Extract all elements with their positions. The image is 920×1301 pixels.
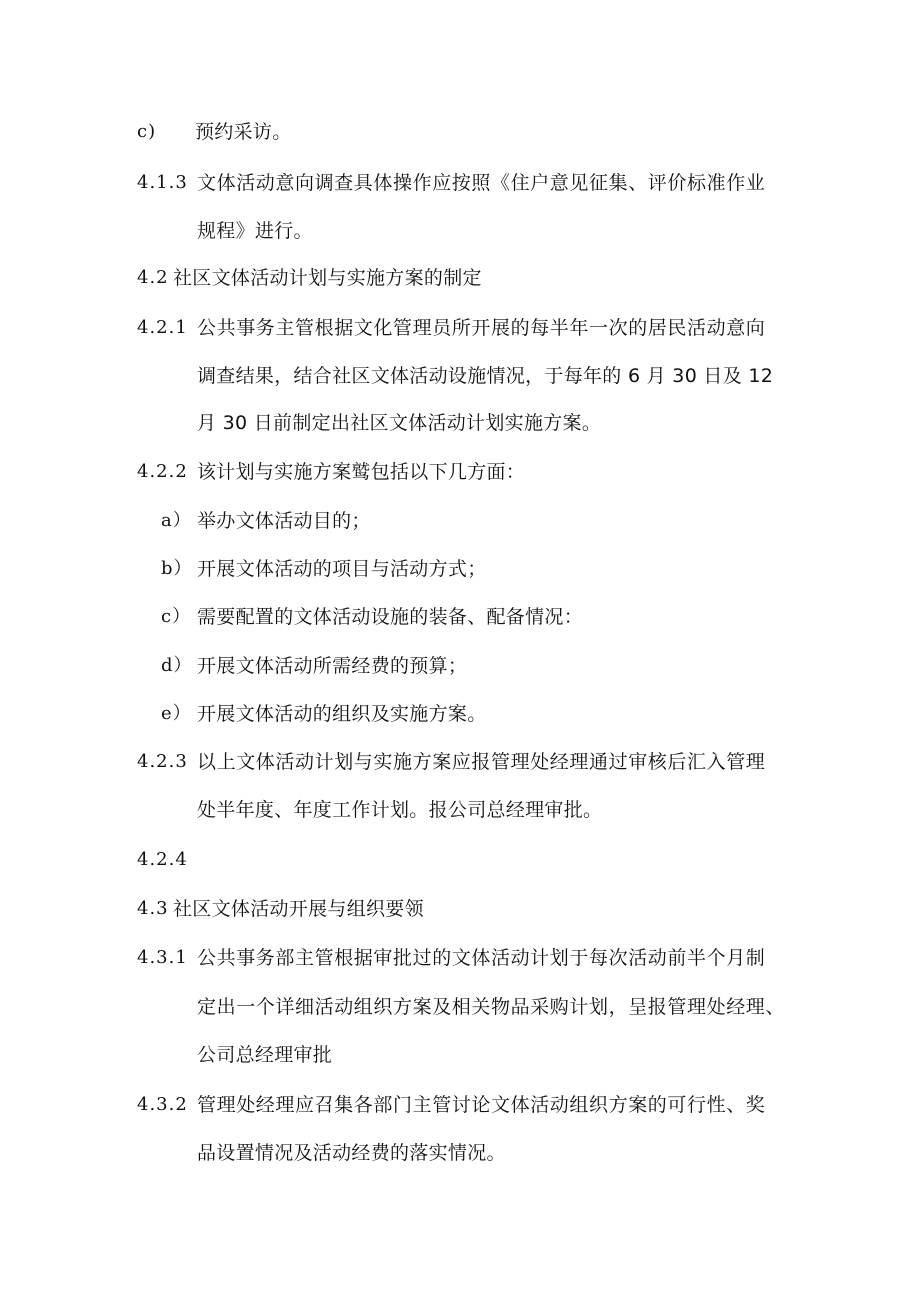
paragraph-line: 公共事务主管根据文化管理员所开展的每半年一次的居民活动意向 xyxy=(197,317,766,339)
item-text: 开展文体活动所需经费的预算； xyxy=(197,655,468,677)
paragraph-line: 调查结果，结合社区文体活动设施情况，于每年的 6 月 30 日及 12 xyxy=(197,365,774,387)
paragraph-line: 管理处经理应召集各部门主管讨论文体活动组织方案的可行性、奖 xyxy=(197,1094,766,1116)
paragraph-line: 品设置情况及活动经费的落实情况。 xyxy=(197,1142,506,1164)
section-number: 4.2 xyxy=(137,267,169,288)
item-number: a） xyxy=(161,510,192,531)
item-text: 开展文体活动的项目与活动方式； xyxy=(197,558,487,580)
paragraph-line: 该计划与实施方案鹫包括以下几方面： xyxy=(197,461,526,483)
paragraph-line: 以上文体活动计划与实施方案应报管理处经理通过审核后汇入管理 xyxy=(197,751,766,773)
section-number: 4.3.1 xyxy=(137,947,188,968)
item-number: e） xyxy=(161,703,192,724)
paragraph-line: 定出一个详细活动组织方案及相关物品采购计划，呈报管理处经理、 xyxy=(197,996,786,1018)
section-number: 4.1.3 xyxy=(137,172,188,193)
item-number: c） xyxy=(161,606,192,627)
section-number: 4.3.2 xyxy=(137,1094,188,1115)
section-number: 4.3 xyxy=(137,898,169,919)
item-text: 需要配置的文体活动设施的装备、配备情况： xyxy=(197,606,584,628)
item-text: 预约采访。 xyxy=(195,121,292,143)
item-text: 举办文体活动目的； xyxy=(197,510,371,532)
paragraph-line: 文体活动意向调查具体操作应按照《住户意见征集、评价标准作业 xyxy=(197,172,766,194)
item-number: b） xyxy=(161,558,193,579)
paragraph-line: 月 30 日前制定出社区文体活动计划实施方案。 xyxy=(197,412,602,434)
section-title: 社区文体活动开展与组织要领 xyxy=(173,898,424,920)
item-text: 开展文体活动的组织及实施方案。 xyxy=(197,703,487,725)
paragraph-line: 规程》进行。 xyxy=(197,220,313,242)
item-number: c) xyxy=(137,121,157,142)
section-title: 社区文体活动计划与实施方案的制定 xyxy=(173,267,482,289)
item-number: d） xyxy=(161,655,193,676)
paragraph-line: 公司总经理审批 xyxy=(197,1044,333,1066)
section-number: 4.2.2 xyxy=(137,461,188,482)
paragraph-line: 公共事务部主管根据审批过的文体活动计划于每次活动前半个月制 xyxy=(197,947,766,969)
section-number: 4.2.1 xyxy=(137,317,188,338)
section-number: 4.2.4 xyxy=(137,849,188,870)
paragraph-line: 处半年度、年度工作计划。报公司总经理审批。 xyxy=(197,799,603,821)
section-number: 4.2.3 xyxy=(137,751,188,772)
